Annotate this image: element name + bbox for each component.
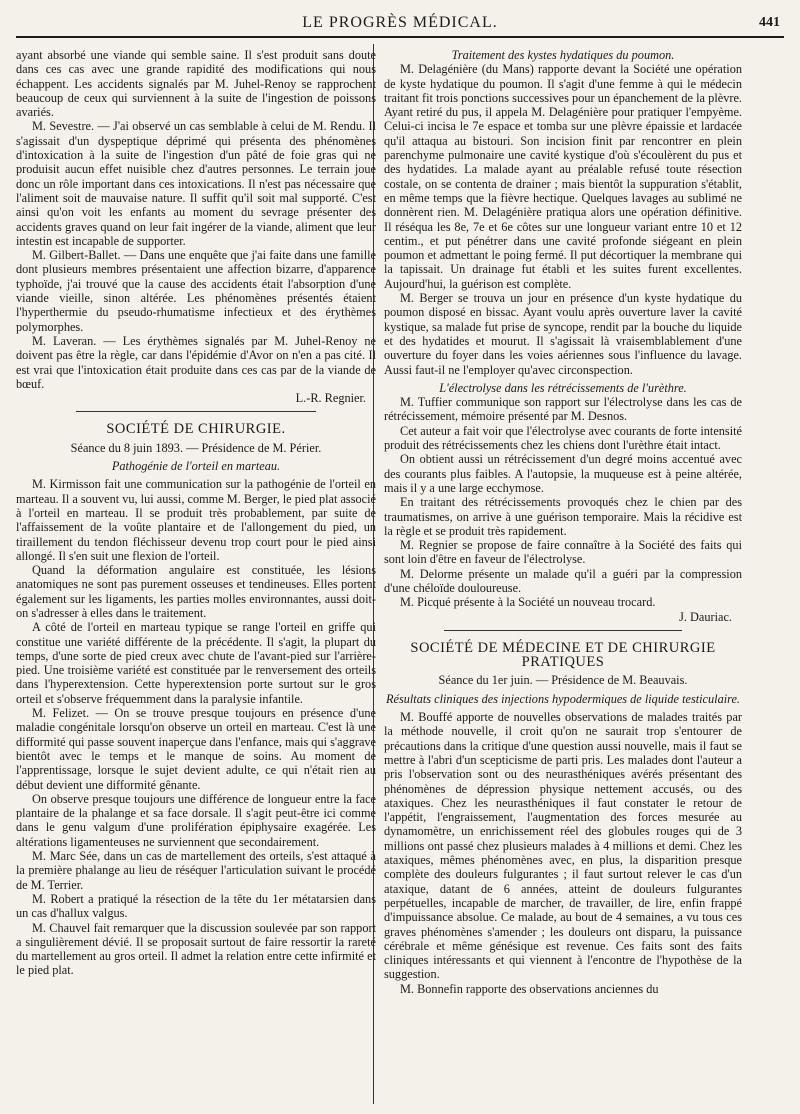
paragraph: M. Bouffé apporte de nouvelles observations de malades traités par la méthode nouvelle, il croit qu'on ne saurait trop s'entourer de précautions dans la critique d'une question aussi nouvelle, mais il faut se mettre à l'abri d'un scepticisme de parti pris. Les malades dont l'auteur a pris l'observation sont ou des neurasthéniques avérés présentant des phénomènes de dépression physique nettement accusés, ou des ataxiques. Chez les neurasthéniques il faut constater le retour de l'appétit, l'engraissement, l'augmentation des forces mesurée au dynamomètre, un enrichissement réel des globules rouges qui de 3 millions ont passé chez plusieurs malades à 4 millions et demi. Chez les ataxiques, mêmes phénomènes avec, en plus, la disparition presque complète des douleurs fulgurantes ; il faut surtout relever le cas d'un ataxique, datant de 6 années, atteint de douleurs fulgurantes perpétuelles, incapable de marcher, de travailler, de lire, enfin frappé d'impuissance absolue. Ce malade, au bout de 4 semaines, a vu tous ces graves phénomènes s'amender ; les douleurs ont disparu, la puissance cérébrale et même génésique est revenue. Ces faits sont des faits cliniques intéressants et qui viennent à l'encontre de l'hypothèse de la suggestion. [384, 710, 742, 982]
signature: J. Dauriac. [679, 609, 732, 624]
page-number: 441 [759, 15, 780, 30]
paragraph: M. Laveran. — Les érythèmes signalés par M. Juhel-Renoy ne doivent pas être la règle, car dans l'épidémie d'Avor on n'en a pas cité. Il est vrai que l'intoxication était produite dans ces cas par de la viande de bœuf. [16, 333, 376, 391]
paragraph: M. Bonnefin rapporte des observations anciennes du [400, 981, 659, 996]
paragraph: On obtient aussi un rétrécissement d'un degré moins accentué avec des courants plus faibles. A l'autopsie, la muqueuse est à peine altérée, mais il y a une large ecchymose. [384, 452, 742, 495]
paragraph: M. Berger se trouva un jour en présence d'un kyste hydatique du poumon disposé en bissac. Ayant voulu après ouverture laver la cavité kystique, sa malade fut prise de syncope, rendit par la bouche du liquide et des hydatides et mourut. Il s'agissait là vraisemblablement d'une ouverture du foyer dans les voies aériennes sous l'influence du lavage. Aussi faut-il ne l'employer qu'avec circonspection. [384, 291, 742, 377]
paragraph: On observe presque toujours une différence de longueur entre la face plantaire de la phalange et sa face dorsale. Il s'agit peut-être ici comme dans le genu valgum d'une prolifération épiphysaire exagérée. Les altérations ligamenteuses ne surviennent que secondairement. [16, 791, 376, 849]
section-rule [76, 411, 316, 412]
article-subtitle: Résultats cliniques des injections hypodermiques de liquide testiculaire. [385, 691, 741, 706]
left-column [16, 48, 376, 1104]
paragraph: M. Kirmisson fait une communication sur la pathogénie de l'orteil en marteau. Il a souvent vu, lui aussi, comme M. Berger, le pied plat associé à l'orteil en marteau. Il se produit très probablement, par suite de l'affaissement de la voûte plantaire et de l'allongement du pied, un tiraillement du tendon fléchisseur devenu trop court pour le pied ainsi allongé. Il s'en suit une flexion de l'orteil. [16, 477, 376, 563]
article-subtitle: Traitement des kystes hydatiques du poumon. [451, 48, 675, 62]
session-line: Séance du 8 juin 1893. — Présidence de M. Périer. [70, 440, 322, 455]
session-line: Séance du 1er juin. — Présidence de M. Beauvais. [438, 673, 688, 688]
paragraph: A côté de l'orteil en marteau typique se range l'orteil en griffe qui constitue une variété différente de la précédente. Il s'agit, la plupart du temps, d'une sorte de pied creux avec chute de l'avant-pied sur l'arrière-pied. Une troisième variété est constituée par le renversement des orteils dans l'hyperextension. Cette hyperextension porte surtout sur le gros orteil et s'observe fréquemment dans la paralysie infantile. [16, 620, 376, 706]
paragraph: M. Delagénière (du Mans) rapporte devant la Société une opération de kyste hydatique du poumon. Il s'agit d'une femme à qui le médecin traitant fit trois ponctions successives pour un épanchement de la plèvre. Ayant retiré du pus, il appela M. Delagénière pour pratiquer l'empyème. Celui-ci incisa le 7e espace et tomba sur une plèvre épaissie et lardacée qu'il attaqua au bistouri. Son incision finit par rencontrer en plein parenchyme pulmonaire une cavité kystique d'où s'écoulèrent du pus et des hydatides. La malade ayant au préalable refusé toute résection costale, on se contenta de drainer ; mais bientôt la suppuration s'établit, en même temps que la fièvre hectique. Quelques lavages au sublimé ne donnèrent rien. M. Delagénière pratiqua alors une opération définitive. Il réséqua les 8e, 7e et 6e côtes sur une longueur variant entre 10 et 12 centim., et put pénétrer dans une cavité profonde siégeant en plein poumon et admettant le poing fermé. Il put décortiquer la membrane qui la tapissait. Un drainage fut établi et les suites furent excellentes. Aujourd'hui, la guérison est complète. [384, 62, 742, 291]
paragraph: M. Delorme présente un malade qu'il a guéri par la compression d'une chéloïde douloureuse. [384, 566, 742, 595]
section-rule [444, 630, 682, 631]
section-title: SOCIÉTÉ DE MÉDECINE ET DE CHIRURGIE PRATIQUES [410, 639, 716, 671]
signature: L.-R. Regnier. [295, 391, 366, 406]
paragraph: M. Felizet. — On se trouve presque toujours en présence d'une maladie congénitale lorsqu'on observe un orteil en marteau. C'est là une difformité qui passe souvent inaperçue dans l'enfance, mais qui s'aggrave bientôt avec le temps et le manque de soins. Au moment de l'apprentissage, lorsque le sujet devient adulte, ce qui n'était rien au début devient une difformité gênante. [16, 706, 376, 792]
page-header [16, 14, 784, 38]
paragraph: M. Marc Sée, dans un cas de martellement des orteils, s'est attaqué à la première phalange au lieu de réséquer l'articulation suivant le procédé de M. Terrier. [16, 849, 376, 892]
paragraph: ayant absorbé une viande qui semble saine. Il s'est produit sans doute dans ces cas avec une grande rapidité des modifications qui nous échappent. Les accidents signalés par M. Juhel-Renoy se rapprochent beaucoup de ceux qui surviennent à la suite de l'ingestion de poissons avariés. [16, 48, 376, 120]
section-title: SOCIÉTÉ DE CHIRURGIE. [106, 421, 286, 438]
right-column [384, 48, 742, 1104]
paragraph: M. Gilbert-Ballet. — Dans une enquête que j'ai faite dans une famille dont plusieurs membres présentaient une affection bizarre, d'apparence typhoïde, j'ai trouvé que la cause des accidents était l'absorption d'une viande vieille, sinon altérée. Les phénomènes présentés étaient l'hyperthermie du pseudo-rhumatisme infectieux et des érythèmes polymorphes. [16, 248, 376, 334]
paragraph: M. Regnier se propose de faire connaître à la Société des faits qui sont loin d'être en faveur de l'électrolyse. [384, 538, 742, 567]
journal-title: LE PROGRÈS MÉDICAL. [302, 14, 498, 31]
paragraph: En traitant des rétrécissements provoqués chez le chien par des traumatismes, on arrive à une guérison temporaire. Mais la récidive est la règle et se produit très rapidement. [384, 495, 742, 538]
paragraph: Quand la déformation angulaire est constituée, les lésions anatomiques ne sont pas purement osseuses et tendineuses. Elles portent également sur les ligaments, les parties molles environnantes, aussi doit-on s'adresser à elles dans le traitement. [16, 563, 376, 620]
paragraph: M. Tuffier communique son rapport sur l'électrolyse dans les cas de rétrécissement, mémoire présenté par M. Desnos. [384, 395, 742, 424]
article-subtitle: Pathogénie de l'orteil en marteau. [111, 459, 281, 474]
paragraph: M. Sevestre. — J'ai observé un cas semblable à celui de M. Rendu. Il s'agissait d'un dyspeptique déprimé qui présenta des phénomènes d'intoxication à la suite de l'ingestion d'un pâté de foie gras qui ne produisit aucun effet nuisible chez d'autres personnes. Le terrain joue donc un rôle important dans ces intoxications. Il n'est pas nécessaire que l'aliment soit de mauvaise nature. Il suffit qu'il soit mal supporté. C'est ainsi qu'on voit les enfants au moment du sevrage présenter des accidents graves quand on leur fait ingérer de la viande, aliment que leur intestin est incapable de supporter. [16, 119, 376, 248]
paragraph: M. Picqué présente à la Société un nouveau trocard. [400, 595, 656, 610]
paragraph: M. Chauvel fait remarquer que la discussion soulevée par son rapport a singulièrement dévié. Il se proposait surtout de faire ressortir la rareté du martellement au gros orteil. Il admet la relation entre cette infirmité et le pied plat. [16, 920, 376, 978]
paragraph: M. Robert a pratiqué la résection de la tête du 1er métatarsien dans un cas d'hallux valgus. [16, 891, 376, 921]
article-subtitle: L'électrolyse dans les rétrécissements de l'urèthre. [439, 380, 687, 395]
paragraph: Cet auteur a fait voir que l'électrolyse avec courants de forte intensité produit des rétrécissements chez les chiens dont l'urèthre était intact. [384, 423, 742, 453]
